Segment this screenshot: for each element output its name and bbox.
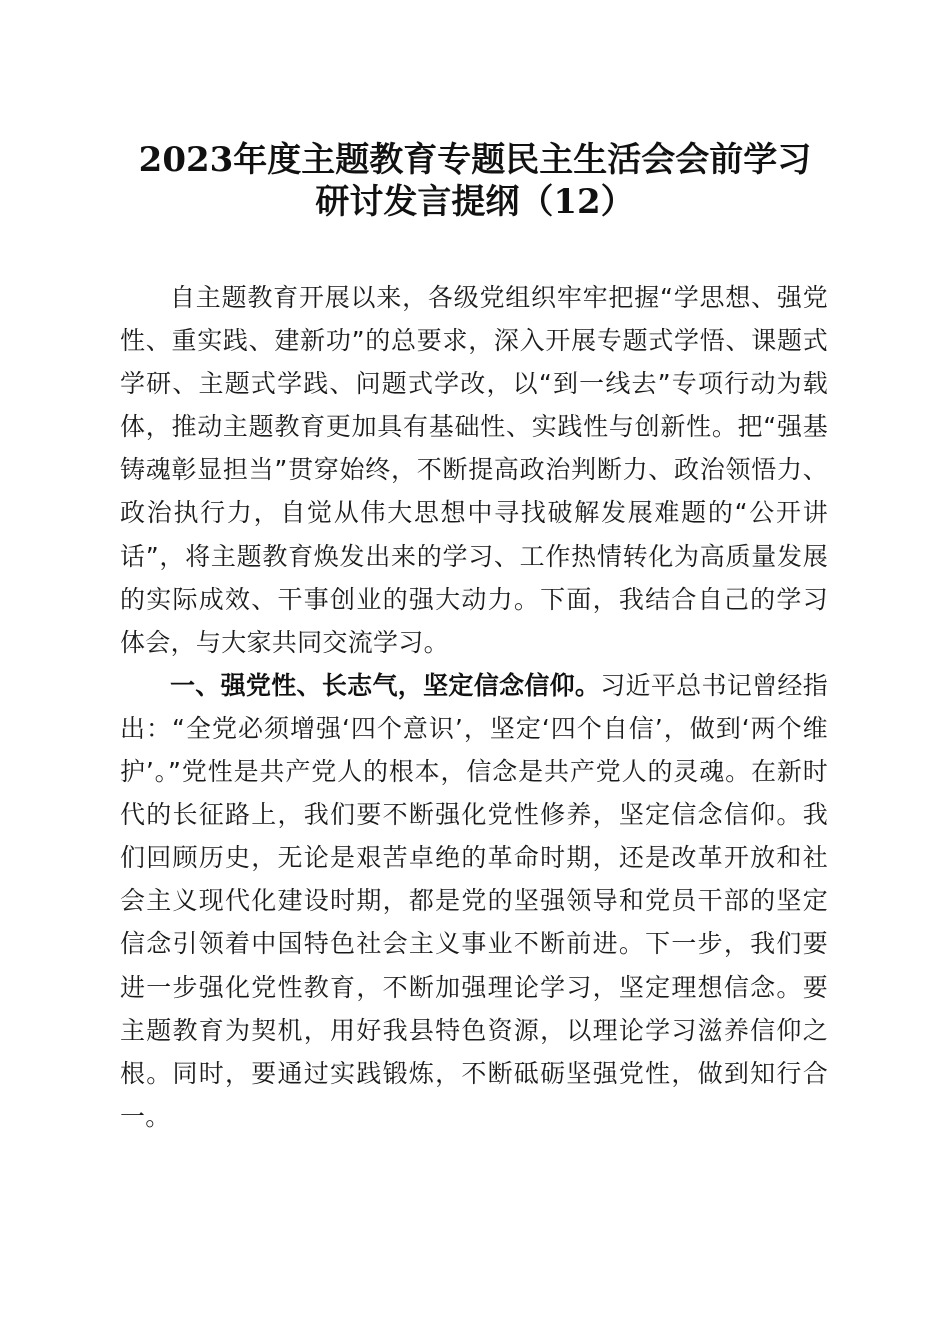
document-title-line-1: 2023年度主题教育专题民主生活会会前学习 bbox=[138, 140, 812, 180]
intro-paragraph: 自主题教育开展以来，各级党组织牢牢把握“学思想、强党性、重实践、建新功”的总要求，深入开展专题式学悟、课题式学研、主题式学践、问题式学改，以“到一线去”专项行动为载体，推动主题教育更加具有基础性、实践性与创新性。把“强基铸魂彰显担当”贯穿始终，不断提高政治判断力、政治领悟力、政治执行力，自觉从伟大思想中寻找破解发展难题的“公开讲话”，将主题教育焕发出来的学习、工作热情转化为高质量发展的实际成效、干事创业的强大动力。下面，我结合自己的学习体会，与大家共同交流学习。 bbox=[120, 283, 828, 657]
document-body bbox=[120, 276, 828, 1138]
section-1-paragraph bbox=[120, 664, 828, 1138]
section-1-heading: 一、强党性、长志气，坚定信念信仰。 bbox=[170, 670, 601, 700]
document-title-line-2: 研讨发言提纲（12） bbox=[315, 182, 635, 222]
section-1-body: 习近平总书记曾经指出：“全党必须增强‘四个意识’，坚定‘四个自信’，做到‘两个维护’。”党性是共产党人的根本，信念是共产党人的灵魂。在新时代的长征路上，我们要不断强化党性修养，坚定信念信仰。我们回顾历史，无论是艰苦卓绝的革命时期，还是改革开放和社会主义现代化建设时期，都是党的坚强领导和党员干部的坚定信念引领着中国特色社会主义事业不断前进。下一步，我们要进一步强化党性教育，不断加强理论学习，坚定理想信念。要主题教育为契机，用好我县特色资源，以理论学习滋养信仰之根。同时，要通过实践锻炼，不断砥砺坚强党性，做到知行合一。 bbox=[120, 670, 828, 1131]
